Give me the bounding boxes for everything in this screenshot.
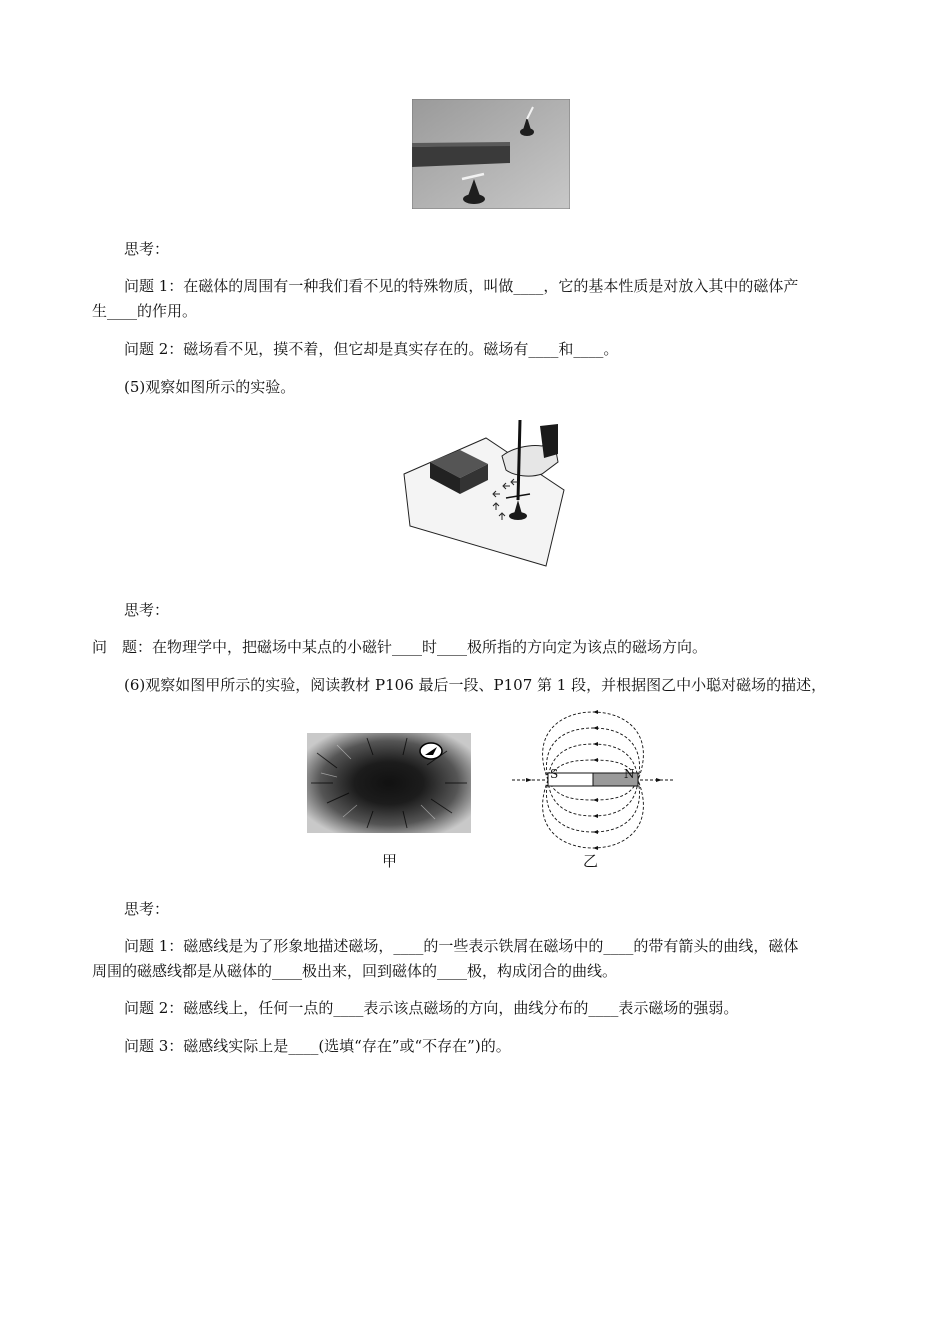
question-3-1-line-1: 问题 1：磁感线是为了形象地描述磁场，____的一些表示铁屑在磁场中的____的带有箭头的曲线，磁体: [124, 937, 799, 955]
question-1-line-1: 问题 1：在磁体的周围有一种我们看不见的特殊物质，叫做____，它的基本性质是对放入其中的磁体产: [124, 277, 799, 295]
question-field-direction: 问 题：在物理学中，把磁场中某点的小磁针____时____极所指的方向定为该点的磁场方向。: [92, 638, 708, 656]
photo-magnet-compass: [412, 99, 570, 209]
experiment-drawing: [402, 418, 570, 568]
field-lines-diagram: [510, 704, 676, 852]
iron-filings-photo: [307, 733, 471, 833]
magnet-n-label: N: [624, 767, 635, 781]
item-6: (6)观察如图甲所示的实验，阅读教材 P106 最后一段、P107 第 1 段，并根据图乙中小聪对磁场的描述，: [124, 676, 827, 694]
figure-caption-right: 乙: [583, 852, 599, 870]
question-1-line-2: 生____的作用。: [92, 302, 198, 320]
question-2: 问题 2：磁场看不见，摸不着，但它却是真实存在的。磁场有____和____。: [124, 340, 619, 358]
think-label-1: 思考：: [124, 240, 170, 258]
think-label-3: 思考：: [124, 900, 170, 918]
item-5: (5)观察如图所示的实验。: [124, 378, 296, 396]
question-3-2: 问题 2：磁感线上，任何一点的____表示该点磁场的方向，曲线分布的____表示磁场的强弱。: [124, 999, 739, 1017]
figure-caption-left: 甲: [382, 852, 398, 870]
magnet-s-label: S: [550, 767, 559, 781]
think-label-2: 思考：: [124, 601, 170, 619]
question-3-3: 问题 3：磁感线实际上是____(选填“存在”或“不存在”)的。: [124, 1037, 511, 1055]
question-3-1-line-2: 周围的磁感线都是从磁体的____极出来，回到磁体的____极，构成闭合的曲线。: [92, 962, 618, 980]
